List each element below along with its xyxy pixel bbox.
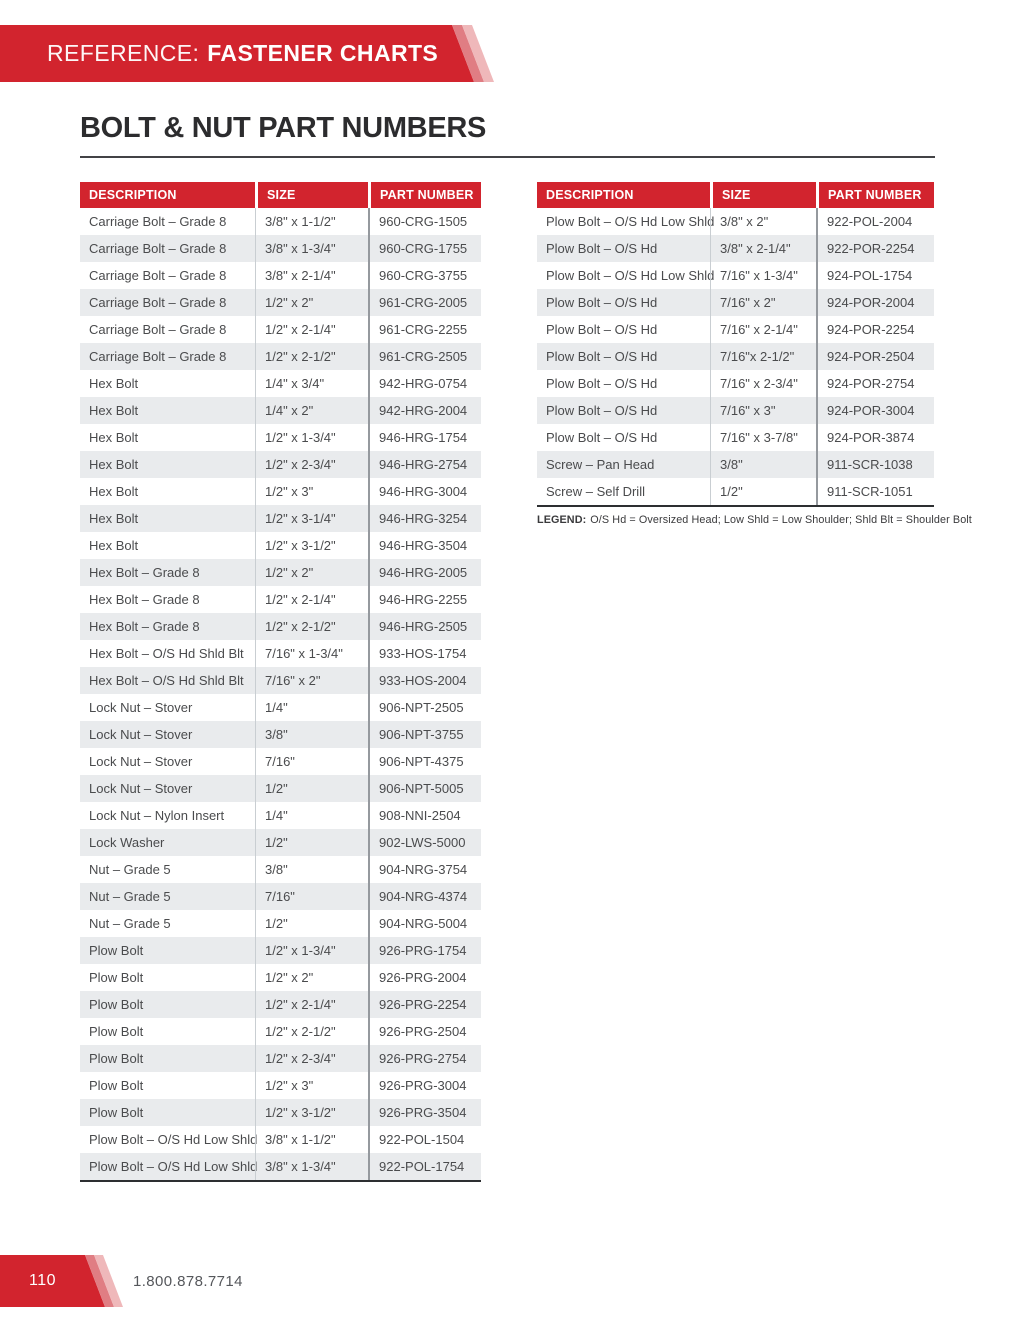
part-number-cell: 906-NPT-3755 [368, 721, 481, 748]
description-cell: Lock Nut – Nylon Insert [89, 808, 225, 823]
size-cell: 1/2" [710, 478, 816, 505]
size-cell: 1/4" x 3/4" [255, 370, 368, 397]
footer-page-badge [0, 1255, 140, 1307]
description-cell: Hex Bolt – Grade 8 [89, 592, 200, 607]
description-cell: Plow Bolt [89, 1105, 144, 1120]
description-cell: Hex Bolt – Grade 8 [89, 619, 200, 634]
size-cell: 7/16" x 1-3/4" [255, 640, 368, 667]
part-number-cell: 961-CRG-2505 [368, 343, 481, 370]
part-number-cell: 926-PRG-2004 [368, 964, 481, 991]
part-number-cell: 926-PRG-3504 [368, 1099, 481, 1126]
part-number-cell: 904-NRG-4374 [368, 883, 481, 910]
part-number-cell: 926-PRG-2254 [368, 991, 481, 1018]
part-number-cell: 942-HRG-2004 [368, 397, 481, 424]
size-cell: 3/8" x 2-1/4" [710, 235, 816, 262]
size-cell: 7/16" [255, 748, 368, 775]
size-cell: 7/16" x 2-1/4" [710, 316, 816, 343]
size-cell: 3/8" [710, 451, 816, 478]
size-cell: 3/8" x 1-3/4" [255, 1153, 368, 1180]
part-number-cell: 946-HRG-2005 [368, 559, 481, 586]
table-row [80, 991, 481, 1018]
description-cell: Plow Bolt – O/S Hd Low Shld [546, 268, 715, 283]
size-cell: 1/2" [255, 910, 368, 937]
table-row [80, 1072, 481, 1099]
size-cell: 1/2" [255, 775, 368, 802]
column-header: SIZE [713, 182, 816, 208]
table-row [80, 694, 481, 721]
part-number-cell: 902-LWS-5000 [368, 829, 481, 856]
part-number-cell: 926-PRG-1754 [368, 937, 481, 964]
banner-prefix: REFERENCE: [47, 40, 200, 66]
size-cell: 1/4" [255, 802, 368, 829]
description-cell: Hex Bolt [89, 484, 139, 499]
part-number-cell: 911-SCR-1051 [816, 478, 934, 505]
table-row [537, 262, 934, 289]
table-row [80, 370, 481, 397]
table-row [80, 208, 481, 235]
size-cell: 1/2" x 2-1/2" [255, 613, 368, 640]
part-number-cell: 946-HRG-1754 [368, 424, 481, 451]
size-cell: 7/16" x 1-3/4" [710, 262, 816, 289]
table-row [80, 424, 481, 451]
table-row [80, 289, 481, 316]
table-row [537, 289, 934, 316]
description-cell: Carriage Bolt – Grade 8 [89, 241, 227, 256]
description-cell: Plow Bolt – O/S Hd [546, 403, 658, 418]
part-number-cell: 922-POL-1754 [368, 1153, 481, 1180]
table-header-row [80, 182, 481, 208]
description-cell: Screw – Self Drill [546, 484, 645, 499]
part-number-cell: 933-HOS-2004 [368, 667, 481, 694]
description-cell: Hex Bolt – O/S Hd Shld Blt [89, 646, 244, 661]
column-header: PART NUMBER [371, 182, 481, 208]
table-row [537, 451, 934, 478]
description-cell: Carriage Bolt – Grade 8 [89, 349, 227, 364]
part-number-cell: 946-HRG-3504 [368, 532, 481, 559]
bolt-nut-table-right [537, 182, 934, 507]
size-cell: 1/2" x 2-3/4" [255, 1045, 368, 1072]
description-cell: Plow Bolt [89, 1051, 144, 1066]
size-cell: 7/16"x 2-1/2" [710, 343, 816, 370]
table-row [80, 343, 481, 370]
description-cell: Nut – Grade 5 [89, 889, 171, 904]
part-number-cell: 926-PRG-2754 [368, 1045, 481, 1072]
size-cell: 1/2" x 2-1/4" [255, 586, 368, 613]
table-header-row [537, 182, 934, 208]
description-cell: Plow Bolt – O/S Hd [546, 295, 658, 310]
part-number-cell: 906-NPT-2505 [368, 694, 481, 721]
reference-banner [0, 25, 520, 82]
table-row [80, 937, 481, 964]
table-row [537, 343, 934, 370]
part-number-cell: 904-NRG-3754 [368, 856, 481, 883]
size-cell: 1/2" x 3" [255, 1072, 368, 1099]
page-number: 110 [28, 1272, 56, 1289]
banner-title: FASTENER CHARTS [207, 40, 439, 66]
size-cell: 1/2" x 3-1/4" [255, 505, 368, 532]
description-cell: Lock Washer [89, 835, 165, 850]
size-cell: 3/8" x 2-1/4" [255, 262, 368, 289]
part-number-cell: 961-CRG-2255 [368, 316, 481, 343]
table-row [537, 235, 934, 262]
column-header: SIZE [258, 182, 368, 208]
description-cell: Hex Bolt – Grade 8 [89, 565, 200, 580]
description-cell: Lock Nut – Stover [89, 727, 193, 742]
part-number-cell: 946-HRG-2255 [368, 586, 481, 613]
part-number-cell: 960-CRG-3755 [368, 262, 481, 289]
description-cell: Plow Bolt – O/S Hd Low Shld [89, 1132, 258, 1147]
table-row [537, 424, 934, 451]
description-cell: Plow Bolt [89, 997, 144, 1012]
size-cell: 3/8" [255, 856, 368, 883]
part-number-cell: 924-POR-3874 [816, 424, 934, 451]
size-cell: 1/2" x 2" [255, 964, 368, 991]
table-row [80, 1099, 481, 1126]
size-cell: 1/2" x 2-1/4" [255, 991, 368, 1018]
size-cell: 7/16" x 2" [255, 667, 368, 694]
size-cell: 1/4" x 2" [255, 397, 368, 424]
table-row [80, 829, 481, 856]
size-cell: 7/16" x 3-7/8" [710, 424, 816, 451]
description-cell: Plow Bolt [89, 943, 144, 958]
table-row [80, 262, 481, 289]
bolt-nut-table-left [80, 182, 481, 1182]
footer-phone: 1.800.878.7714 [133, 1272, 243, 1290]
table-body [80, 208, 481, 1182]
table-row [537, 370, 934, 397]
size-cell: 1/2" x 2-1/2" [255, 343, 368, 370]
table-row [80, 235, 481, 262]
size-cell: 7/16" [255, 883, 368, 910]
part-number-cell: 960-CRG-1505 [368, 208, 481, 235]
size-cell: 1/2" x 3" [255, 478, 368, 505]
part-number-cell: 906-NPT-5005 [368, 775, 481, 802]
size-cell: 1/2" x 2-1/2" [255, 1018, 368, 1045]
table-row [80, 505, 481, 532]
part-number-cell: 924-POR-2754 [816, 370, 934, 397]
part-number-cell: 906-NPT-4375 [368, 748, 481, 775]
table-row [80, 802, 481, 829]
size-cell: 1/2" x 2" [255, 559, 368, 586]
part-number-cell: 911-SCR-1038 [816, 451, 934, 478]
description-cell: Lock Nut – Stover [89, 754, 193, 769]
description-cell: Hex Bolt [89, 403, 139, 418]
size-cell: 1/2" x 3-1/2" [255, 532, 368, 559]
page-title: BOLT & NUT PART NUMBERS [80, 112, 487, 144]
description-cell: Carriage Bolt – Grade 8 [89, 268, 227, 283]
table-row [80, 316, 481, 343]
description-cell: Hex Bolt [89, 457, 139, 472]
part-number-cell: 908-NNI-2504 [368, 802, 481, 829]
description-cell: Plow Bolt – O/S Hd Low Shld [89, 1159, 258, 1174]
description-cell: Nut – Grade 5 [89, 862, 171, 877]
description-cell: Plow Bolt – O/S Hd [546, 430, 658, 445]
table-row [80, 910, 481, 937]
table-row [80, 1153, 481, 1180]
part-number-cell: 922-POL-1504 [368, 1126, 481, 1153]
size-cell: 1/2" x 1-3/4" [255, 937, 368, 964]
table-row [80, 1018, 481, 1045]
part-number-cell: 926-PRG-2504 [368, 1018, 481, 1045]
description-cell: Plow Bolt – O/S Hd [546, 241, 658, 256]
part-number-cell: 904-NRG-5004 [368, 910, 481, 937]
size-cell: 1/4" [255, 694, 368, 721]
part-number-cell: 922-POL-2004 [816, 208, 934, 235]
part-number-cell: 961-CRG-2005 [368, 289, 481, 316]
description-cell: Carriage Bolt – Grade 8 [89, 214, 227, 229]
table-row [80, 478, 481, 505]
size-cell: 3/8" x 1-1/2" [255, 208, 368, 235]
description-cell: Hex Bolt [89, 376, 139, 391]
size-cell: 1/2" x 2-3/4" [255, 451, 368, 478]
description-cell: Carriage Bolt – Grade 8 [89, 322, 227, 337]
table-row [80, 451, 481, 478]
table-row [80, 1045, 481, 1072]
part-number-cell: 922-POR-2254 [816, 235, 934, 262]
table-row [80, 748, 481, 775]
column-header: DESCRIPTION [80, 182, 255, 208]
part-number-cell: 924-POL-1754 [816, 262, 934, 289]
size-cell: 3/8" x 1-3/4" [255, 235, 368, 262]
description-cell: Plow Bolt [89, 1078, 144, 1093]
description-cell: Nut – Grade 5 [89, 916, 171, 931]
size-cell: 1/2" x 2" [255, 289, 368, 316]
size-cell: 1/2" x 1-3/4" [255, 424, 368, 451]
description-cell: Plow Bolt – O/S Hd Low Shld [546, 214, 715, 229]
part-number-cell: 924-POR-2004 [816, 289, 934, 316]
description-cell: Hex Bolt [89, 430, 139, 445]
table-row [80, 775, 481, 802]
table-row [80, 856, 481, 883]
part-number-cell: 924-POR-2504 [816, 343, 934, 370]
part-number-cell: 924-POR-3004 [816, 397, 934, 424]
part-number-cell: 960-CRG-1755 [368, 235, 481, 262]
size-cell: 7/16" x 3" [710, 397, 816, 424]
size-cell: 3/8" x 1-1/2" [255, 1126, 368, 1153]
table-row [80, 397, 481, 424]
part-number-cell: 942-HRG-0754 [368, 370, 481, 397]
table-row [80, 964, 481, 991]
table-row [80, 613, 481, 640]
table-row [80, 640, 481, 667]
legend [537, 514, 972, 526]
size-cell: 1/2" x 3-1/2" [255, 1099, 368, 1126]
description-cell: Plow Bolt – O/S Hd [546, 322, 658, 337]
size-cell: 7/16" x 2" [710, 289, 816, 316]
part-number-cell: 926-PRG-3004 [368, 1072, 481, 1099]
description-cell: Carriage Bolt – Grade 8 [89, 295, 227, 310]
table-row [537, 478, 934, 505]
size-cell: 1/2" [255, 829, 368, 856]
description-cell: Hex Bolt [89, 511, 139, 526]
part-number-cell: 946-HRG-2505 [368, 613, 481, 640]
table-row [80, 883, 481, 910]
table-row [80, 532, 481, 559]
title-rule [80, 156, 935, 158]
column-header: PART NUMBER [819, 182, 934, 208]
table-row [537, 397, 934, 424]
table-row [537, 316, 934, 343]
table-row [80, 667, 481, 694]
size-cell: 7/16" x 2-3/4" [710, 370, 816, 397]
size-cell: 3/8" x 2" [710, 208, 816, 235]
description-cell: Lock Nut – Stover [89, 781, 193, 796]
table-row [80, 1126, 481, 1153]
part-number-cell: 946-HRG-2754 [368, 451, 481, 478]
description-cell: Hex Bolt [89, 538, 139, 553]
legend-label: LEGEND: [537, 514, 587, 526]
description-cell: Plow Bolt – O/S Hd [546, 376, 658, 391]
part-number-cell: 946-HRG-3004 [368, 478, 481, 505]
table-row [80, 586, 481, 613]
size-cell: 3/8" [255, 721, 368, 748]
table-row [80, 721, 481, 748]
part-number-cell: 924-POR-2254 [816, 316, 934, 343]
description-cell: Plow Bolt [89, 970, 144, 985]
description-cell: Plow Bolt – O/S Hd [546, 349, 658, 364]
part-number-cell: 946-HRG-3254 [368, 505, 481, 532]
description-cell: Lock Nut – Stover [89, 700, 193, 715]
column-header: DESCRIPTION [537, 182, 710, 208]
size-cell: 1/2" x 2-1/4" [255, 316, 368, 343]
table-row [80, 559, 481, 586]
legend-text: O/S Hd = Oversized Head; Low Shld = Low Shoulder; Shld Blt = Shoulder Bolt [590, 514, 972, 526]
table-row [537, 208, 934, 235]
description-cell: Screw – Pan Head [546, 457, 655, 472]
banner-text [47, 25, 438, 82]
part-number-cell: 933-HOS-1754 [368, 640, 481, 667]
description-cell: Hex Bolt – O/S Hd Shld Blt [89, 673, 244, 688]
table-body [537, 208, 934, 507]
description-cell: Plow Bolt [89, 1024, 144, 1039]
